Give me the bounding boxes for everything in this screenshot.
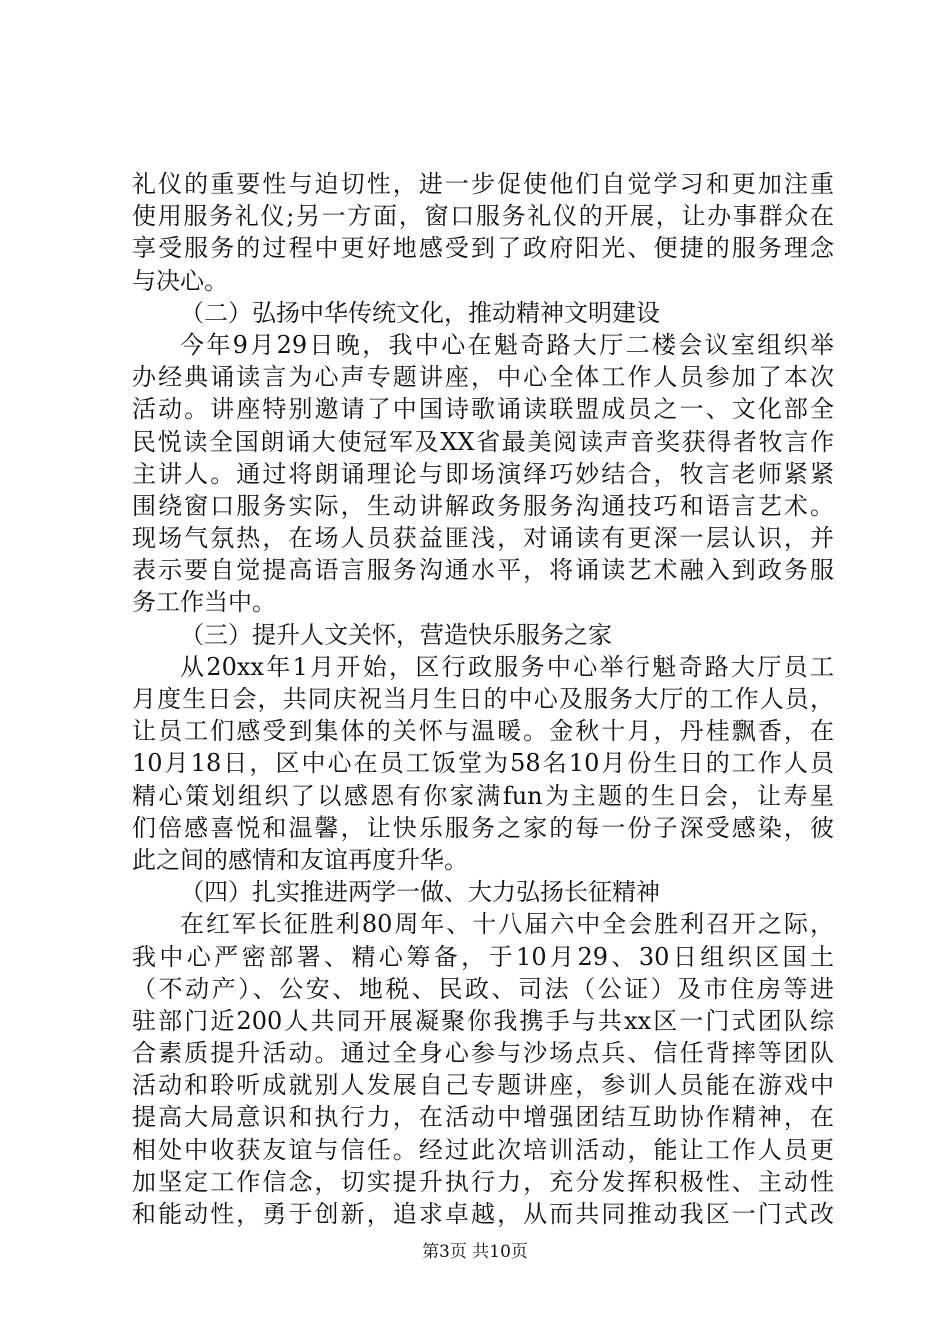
text-line: 月度生日会，共同庆祝当月生日的中心及服务大厅的工作人员， <box>132 685 834 713</box>
text-line: 10月18日，区中心在员工饭堂为58名10月份生日的工作人员 <box>132 749 834 778</box>
text-line: 礼仪的重要性与迫切性，进一步促使他们自觉学习和更加注重 <box>132 170 834 198</box>
section-heading: （二）弘扬中华传统文化，推动精神文明建设 <box>180 298 660 327</box>
paragraph-recitation-lecture <box>132 329 834 619</box>
text-line: 办经典诵读言为心声专题讲座，中心全体工作人员参加了本次 <box>132 363 834 392</box>
paragraph-etiquette-continued <box>132 168 834 297</box>
text-line: 我中心严密部署、精心筹备，于10月29、30日组织区国土 <box>132 942 834 971</box>
text-line: 使用服务礼仪;另一方面，窗口服务礼仪的开展，让办事群众在 <box>132 202 834 231</box>
text-line: （不动产）、公安、地税、民政、司法（公证）及市住房等进 <box>132 974 834 1003</box>
text-line: 在红军长征胜利80周年、十八届六中全会胜利召开之际， <box>180 910 834 939</box>
heading-section-3 <box>132 619 834 651</box>
text-line: 今年9月29日晚，我中心在魁奇路大厅二楼会议室组织举 <box>180 330 834 359</box>
text-line: 与决心。 <box>132 266 228 295</box>
text-line: 提高大局意识和执行力，在活动中增强团结互助协作精神，在 <box>132 1103 834 1132</box>
text-line: 和能动性，勇于创新，追求卓越，从而共同推动我区一门式改 <box>132 1200 834 1228</box>
text-line: 民悦读全国朗诵大使冠军及XX省最美阅读声音奖获得者牧言作 <box>132 427 834 456</box>
heading-section-4 <box>132 876 834 908</box>
section-heading: （三）提升人文关怀，营造快乐服务之家 <box>180 620 612 649</box>
text-line: 活动。讲座特别邀请了中国诗歌诵读联盟成员之一、文化部全 <box>132 395 834 424</box>
text-line: 现场气氛热，在场人员获益匪浅，对诵读有更深一层认识，并 <box>132 524 834 553</box>
paragraph-long-march <box>132 908 834 1230</box>
text-line: 主讲人。通过将朗诵理论与即场演绎巧妙结合，牧言老师紧紧 <box>132 459 834 488</box>
text-line: 们倍感喜悦和温馨，让快乐服务之家的每一份子深受感染，彼 <box>132 813 834 842</box>
text-line: 表示要自觉提高语言服务沟通水平，将诵读艺术融入到政务服 <box>132 556 834 585</box>
text-line: 合素质提升活动。通过全身心参与沙场点兵、信任背摔等团队 <box>132 1039 834 1068</box>
text-line: 让员工们感受到集体的关怀与温暖。金秋十月，丹桂飘香，在 <box>132 717 834 746</box>
text-line: 驻部门近200人共同开展凝聚你我携手与共xx区一门式团队综 <box>132 1006 834 1035</box>
text-line: 务工作当中。 <box>132 588 276 617</box>
text-line: 从20xx年1月开始，区行政服务中心举行魁奇路大厅员工 <box>180 652 834 681</box>
text-line: 围绕窗口服务实际，生动讲解政务服务沟通技巧和语言艺术。 <box>132 491 834 520</box>
text-line: 此之间的感情和友谊再度升华。 <box>132 845 468 874</box>
text-line: 活动和聆听成就别人发展自己专题讲座，参训人员能在游戏中 <box>132 1071 834 1100</box>
section-heading: （四）扎实推进两学一做、大力弘扬长征精神 <box>180 878 660 907</box>
page-footer: 第3页 共10页 <box>422 1242 528 1262</box>
text-line: 相处中收获友谊与信任。经过此次培训活动，能让工作人员更 <box>132 1135 834 1164</box>
text-line: 加坚定工作信念，切实提升执行力，充分发挥积极性、主动性 <box>132 1167 834 1196</box>
text-line: 享受服务的过程中更好地感受到了政府阳光、便捷的服务理念 <box>132 234 834 263</box>
text-line: 精心策划组织了以感恩有你家满fun为主题的生日会，让寿星 <box>132 781 834 810</box>
paragraph-birthday-party <box>132 651 834 876</box>
heading-section-2 <box>132 297 834 329</box>
document-body <box>132 168 834 1230</box>
